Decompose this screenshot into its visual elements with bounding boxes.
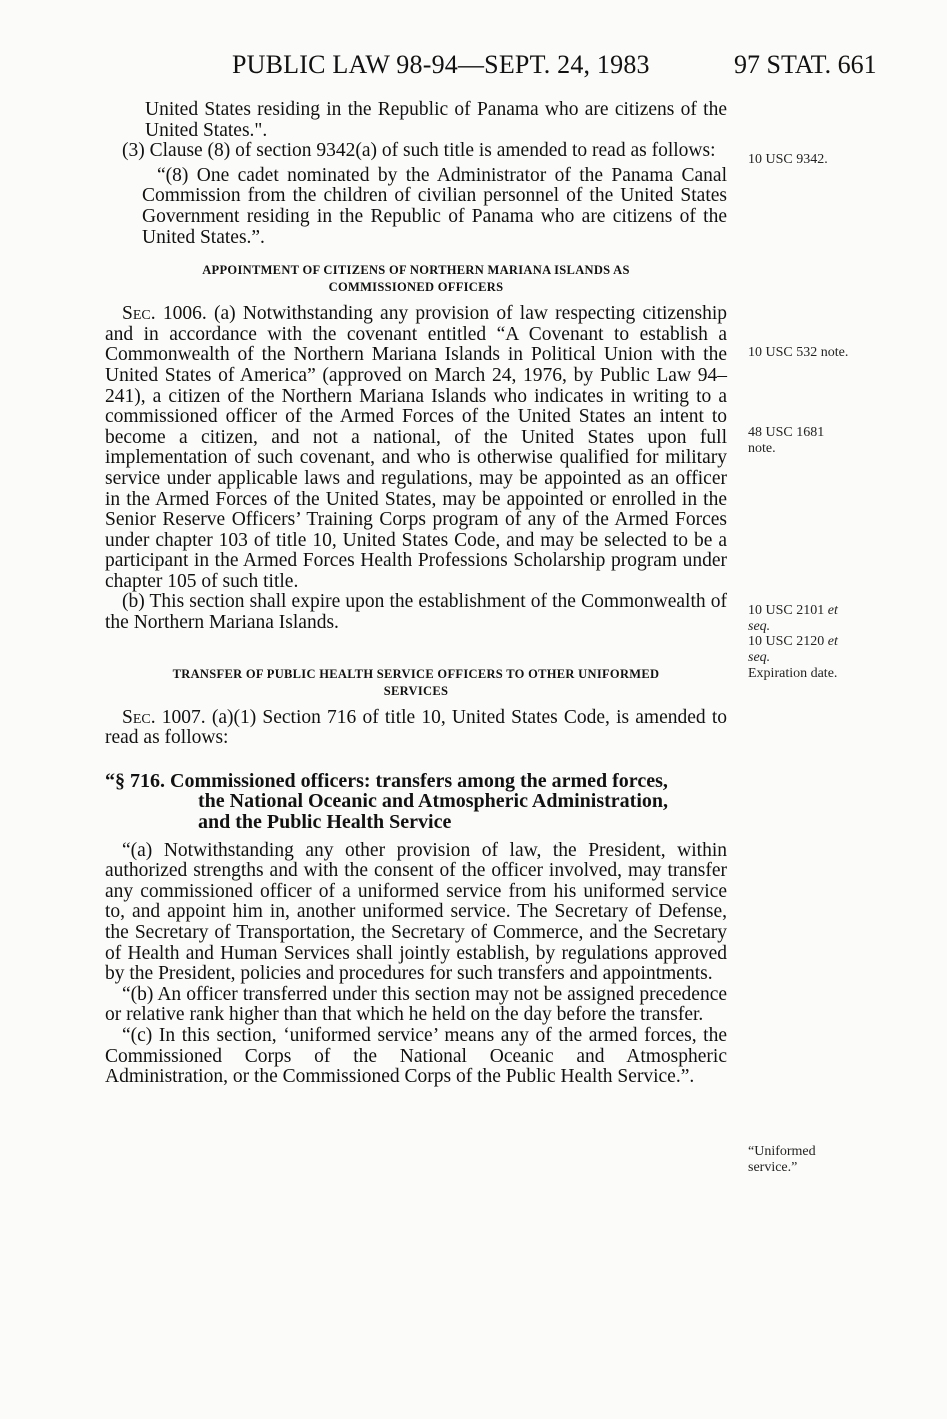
note-seq: seq. [748,649,771,665]
note-prefix: 10 USC 2120 [748,634,828,649]
title-line-3: and the Public Health Service [198,811,452,834]
section-716-c: “(c) In this section, ‘uniformed service’ means any of the armed forces, the Commissioned Corps of the National Oceanic and Atmospheric Administration, or the Commissioned Corps of the Public Health Service.”. [105,1024,727,1088]
margin-note-48-usc-1681 [748,425,824,456]
sec-1006-text: 1006. (a) Notwithstanding any provision of law respecting citizenship and in accordance with the covenant entitled “A Covenant to establish a Commonwealth of the Northern Mariana Islands in Political Union with the United States of America” (approved on March 24, 1976, by Public Law 94–241), a citizen of the Northern Mariana Islands who indicates in writing to a commissioned officer of the Armed Forces of the United States an intent to become a citizen, and not a national, of the United States upon full implementation of such covenant, and who is otherwise qualified for military service under applicable laws and regulations, may be appointed as an officer in the Armed Forces of the United States, may be appointed or enrolled in the Senior Reserve Officers’ Training Corps program of any of the Armed Forces under chapter 103 of title 10, United States Code, and may be selected to be a participant in the Armed Forces Health Professions Scholarship program under chapter 105 of such title. [105,303,727,592]
section-716-a: “(a) Notwithstanding any other provision of law, the President, within authorized strengths and with the consent of the officer involved, may transfer any commissioned officer of a uniformed service from his uniformed service to, and appoint him in, another uniformed service. The Secretary of Defense, the Secretary of Transportation, the Secretary of Commerce, and the Secretary of Health and Human Services shall jointly establish, by regulations approved by the President, policies and procedures for such transfers and appointments. [105,839,727,985]
section-1006-b: (b) This section shall expire upon the establishment of the Commonwealth of the Northern Mariana Islands. [105,591,727,634]
note-et: et [827,603,838,618]
body-text-column [105,100,727,1088]
sec-1007-text: 1007. (a)(1) Section 716 of title 10, United States Code, is amended to read as follows: [105,706,727,749]
note-prefix: 10 USC 2101 [748,603,828,618]
section-716-title [105,771,727,833]
note-line: service.” [748,1159,798,1175]
section-heading-transfer-phs [105,666,727,700]
note-line: note. [748,440,776,456]
note-seq: seq. [748,618,771,634]
heading-line-2: SERVICES [383,683,449,698]
section-716-b: “(b) An officer transferred under this section may not be assigned precedence or relative rank higher than that which he held on the day before the transfer. [105,983,727,1026]
sec-label: Sec. [122,303,156,325]
page-header-title: PUBLIC LAW 98-94—SEPT. 24, 1983 [232,50,650,79]
section-1007-a [105,708,727,749]
page-header-stat: 97 STAT. 661 [734,50,877,79]
margin-note-10-usc-2120 [748,634,838,665]
heading-line-1: TRANSFER OF PUBLIC HEALTH SERVICE OFFICERS TO OTHER UNIFORMED [172,666,660,681]
margin-note-10-usc-9342: 10 USC 9342. [748,152,828,167]
margin-note-10-usc-2101 [748,603,838,634]
margin-note-expiration-date: Expiration date. [748,666,838,681]
section-heading-northern-mariana [105,262,727,296]
note-line: 48 USC 1681 [748,425,825,440]
paragraph-clause-3: (3) Clause (8) of section 9342(a) of such title is amended to read as follows: [122,140,716,162]
paragraph-continuation: United States residing in the Republic of Panama who are citizens of the United States.". [145,99,727,141]
margin-note-10-usc-532: 10 USC 532 note. [748,345,849,360]
heading-line-2: COMMISSIONED OFFICERS [328,280,504,295]
margin-note-uniformed-service [748,1144,816,1175]
section-1006-a [105,304,727,592]
note-et: et [827,634,838,649]
sec-label: Sec. [122,706,156,728]
paragraph-quoted-clause-8: “(8) One cadet nominated by the Administrator of the Panama Canal Commission from the children of civilian personnel of the United States Government residing in the Republic of Panama who are citizens of the United States.”. [142,164,727,248]
heading-line-1: APPOINTMENT OF CITIZENS OF NORTHERN MARIANA ISLANDS AS [202,263,630,278]
title-line-1: “§ 716. Commissioned officers: transfers among the armed forces, [105,769,668,792]
note-line: “Uniformed [748,1144,816,1159]
title-line-2: the National Oceanic and Atmospheric Administration, [198,790,669,813]
